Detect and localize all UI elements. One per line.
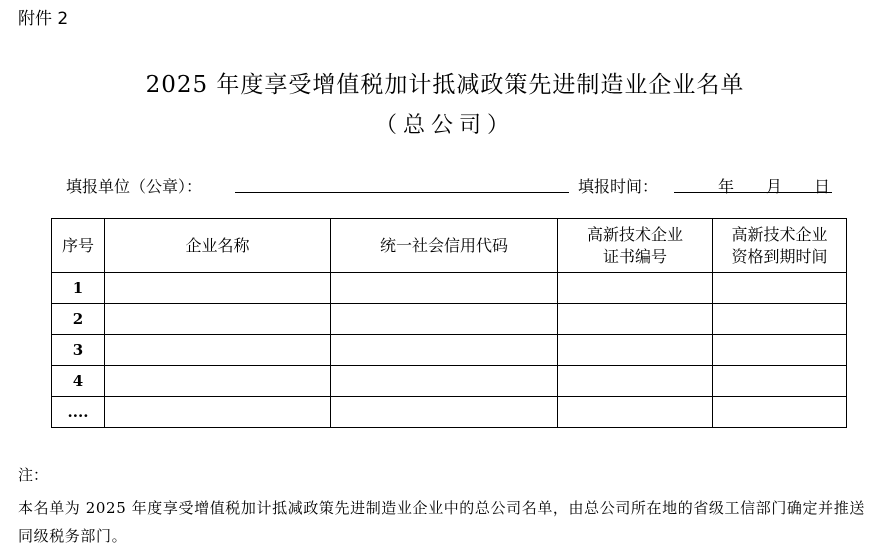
row-serial: 3 xyxy=(52,335,105,366)
header-expiry-line2: 资格到期时间 xyxy=(731,246,828,266)
cell-credit-code[interactable] xyxy=(331,366,558,397)
cell-expiry[interactable] xyxy=(713,304,847,335)
cell-company-name[interactable] xyxy=(105,273,331,304)
time-label: 填报时间： xyxy=(578,177,659,196)
unit-label: 填报单位（公章）： xyxy=(66,177,203,196)
cell-company-name[interactable] xyxy=(105,335,331,366)
table-row xyxy=(52,273,847,304)
header-expiry-line1: 高新技术企业 xyxy=(731,224,828,244)
cell-credit-code[interactable] xyxy=(331,335,558,366)
table-row xyxy=(52,304,847,335)
row-serial: 1 xyxy=(52,273,105,304)
day-label: 日 xyxy=(814,177,831,196)
month-label: 月 xyxy=(766,177,783,196)
cell-expiry[interactable] xyxy=(713,397,847,428)
cell-cert-number[interactable] xyxy=(558,397,713,428)
cell-credit-code[interactable] xyxy=(331,273,558,304)
time-field[interactable] xyxy=(674,192,832,193)
cell-cert-number[interactable] xyxy=(558,335,713,366)
row-serial: 2 xyxy=(52,304,105,335)
table-row xyxy=(52,335,847,366)
cell-expiry[interactable] xyxy=(713,273,847,304)
cell-expiry[interactable] xyxy=(713,366,847,397)
table-row xyxy=(52,366,847,397)
page-subtitle: （总公司） xyxy=(374,113,515,138)
note-text: 本名单为 2025 年度享受增值税加计抵减政策先进制造业企业中的总公司名单，由总公司所在地的省级工信部门确定并推送同级税务部门。 xyxy=(18,499,865,545)
cell-company-name[interactable] xyxy=(105,397,331,428)
row-serial: 4 xyxy=(52,366,105,397)
attachment-label: 附件 2 xyxy=(18,9,69,29)
cell-cert-number[interactable] xyxy=(558,366,713,397)
unit-field[interactable] xyxy=(235,192,569,193)
table-row xyxy=(52,397,847,428)
cell-credit-code[interactable] xyxy=(331,304,558,335)
header-serial: 序号 xyxy=(52,219,105,273)
cell-expiry[interactable] xyxy=(713,335,847,366)
note-label: 注： xyxy=(18,466,49,484)
header-cert-number xyxy=(558,219,713,273)
cell-cert-number[interactable] xyxy=(558,273,713,304)
cell-credit-code[interactable] xyxy=(331,397,558,428)
page-title: 2025 年度享受增值税加计抵减政策先进制造业企业名单 xyxy=(145,72,745,98)
row-serial: .... xyxy=(52,397,105,428)
header-credit-code: 统一社会信用代码 xyxy=(331,219,558,273)
header-company-name: 企业名称 xyxy=(105,219,331,273)
cell-company-name[interactable] xyxy=(105,366,331,397)
header-expiry xyxy=(713,219,847,273)
header-cert-line1: 高新技术企业 xyxy=(586,224,683,244)
cell-cert-number[interactable] xyxy=(558,304,713,335)
cell-company-name[interactable] xyxy=(105,304,331,335)
header-cert-line2: 证书编号 xyxy=(602,246,667,266)
enterprise-table xyxy=(51,218,847,428)
table-header-row xyxy=(52,219,847,273)
fill-in-row xyxy=(66,172,836,198)
year-label: 年 xyxy=(718,177,735,196)
